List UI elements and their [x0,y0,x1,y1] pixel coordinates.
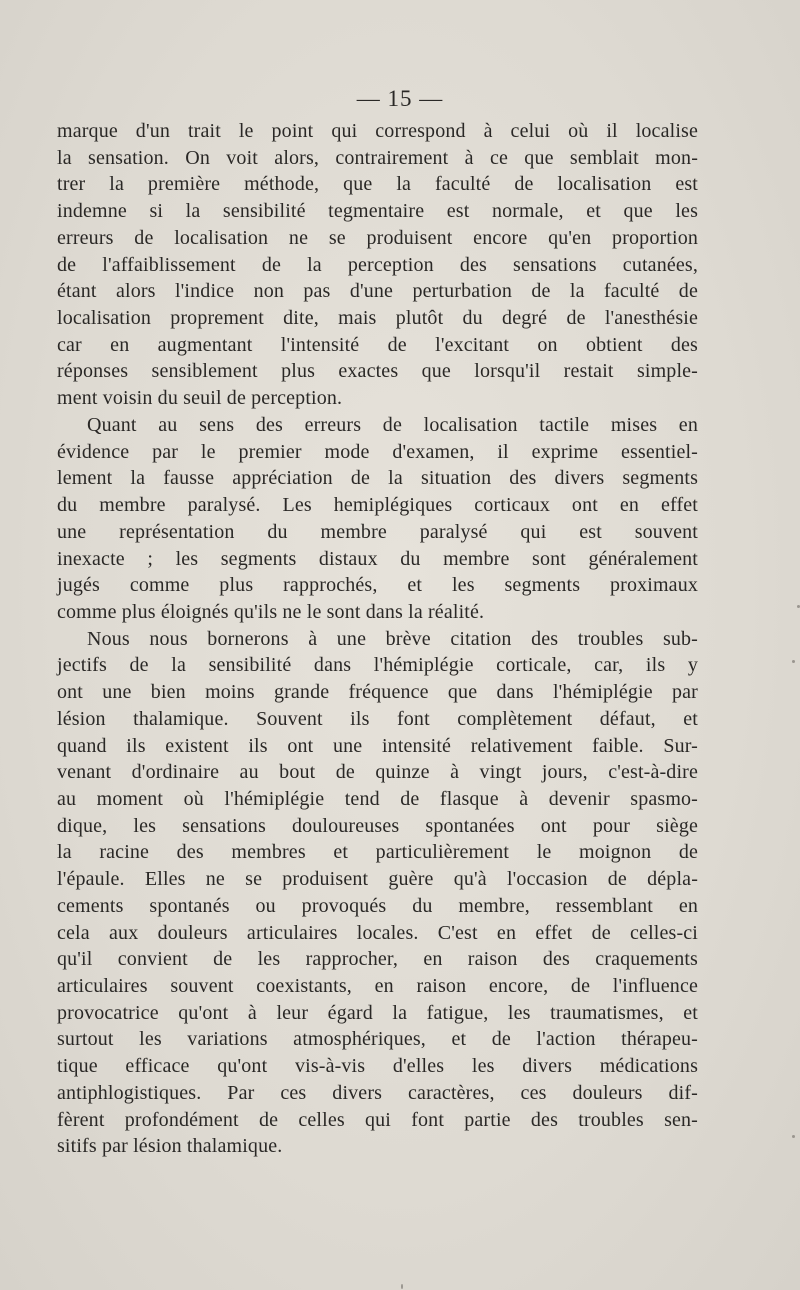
paper-speck [401,1284,403,1289]
text-line: marque d'un trait le point qui correspond à celui où il localise [57,120,698,142]
paper-speck [792,660,795,663]
text-line: qu'il convient de les rapprocher, en raison des craquements [57,948,698,971]
text-line: cements spontanés ou provoqués du membre, ressemblant en [57,894,698,917]
text-line: ont une bien moins grande fréquence que dans l'hémiplégie par [57,681,698,704]
text-line: la sensation. On voit alors, contrairement à ce que semblait mon- [57,146,698,169]
text-line: inexacte ; les segments distaux du membre sont généralement [57,547,698,570]
body-text [57,118,698,1160]
text-line: lésion thalamique. Souvent ils font complètement défaut, et [57,707,698,730]
text-line: du membre paralysé. Les hemiplégiques corticaux ont en effet [57,494,698,517]
text-line: l'épaule. Elles ne se produisent guère qu'à l'occasion de dépla- [57,868,698,891]
text-line: comme plus éloignés qu'ils ne le sont dans la réalité. [57,600,485,623]
text-line: de l'affaiblissement de la perception des sensations cutanées, [57,253,698,276]
text-line: étant alors l'indice non pas d'une perturbation de la faculté de [57,280,698,303]
text-line: antiphlogistiques. Par ces divers caractères, ces douleurs dif- [57,1081,698,1104]
text-line: au moment où l'hémiplégie tend de flasque à devenir spasmo- [57,787,698,810]
paper-speck [792,1135,795,1138]
text-line: sitifs par lésion thalamique. [57,1135,283,1158]
text-line: cela aux douleurs articulaires locales. C'est en effet de celles-ci [57,921,698,944]
text-line: car en augmentant l'intensité de l'excitant on obtient des [57,333,698,356]
text-line: erreurs de localisation ne se produisent encore qu'en proportion [57,226,698,249]
text-line: tique efficace qu'ont vis-à-vis d'elles les divers médications [57,1055,698,1078]
text-line: quand ils existent ils ont une intensité relativement faible. Sur- [57,734,698,757]
text-line: trer la première méthode, que la faculté de localisation est [57,173,698,196]
text-line: Nous nous bornerons à une brève citation des troubles sub- [87,627,698,650]
text-line: la racine des membres et particulièrement le moignon de [57,841,698,864]
text-line: une représentation du membre paralysé qui est souvent [57,520,698,543]
text-line: provocatrice qu'ont à leur égard la fatigue, les traumatismes, et [57,1001,698,1024]
text-line: dique, les sensations douloureuses spontanées ont pour siège [57,814,698,837]
text-line: jugés comme plus rapprochés, et les segments proximaux [57,574,698,597]
text-line: réponses sensiblement plus exactes que lorsqu'il restait simple- [57,360,698,383]
text-line: lement la fausse appréciation de la situation des divers segments [57,467,698,490]
text-line: Quant au sens des erreurs de localisation tactile mises en [87,413,698,436]
text-line: indemne si la sensibilité tegmentaire est normale, et que les [57,200,698,223]
text-line: évidence par le premier mode d'examen, il exprime essentiel- [57,440,698,463]
text-line: articulaires souvent coexistants, en raison encore, de l'influence [57,975,698,997]
text-line: venant d'ordinaire au bout de quinze à vingt jours, c'est-à-dire [57,761,698,784]
text-line: localisation proprement dite, mais plutôt du degré de l'anesthésie [57,307,698,330]
text-line: jectifs de la sensibilité dans l'hémiplégie corticale, car, ils y [57,654,698,677]
page-number: — 15 — [356,86,444,111]
text-line: surtout les variations atmosphériques, et de l'action thérapeu- [57,1028,698,1051]
text-line: ment voisin du seuil de perception. [57,387,343,410]
text-line: fèrent profondément de celles qui font partie des troubles sen- [57,1108,698,1131]
